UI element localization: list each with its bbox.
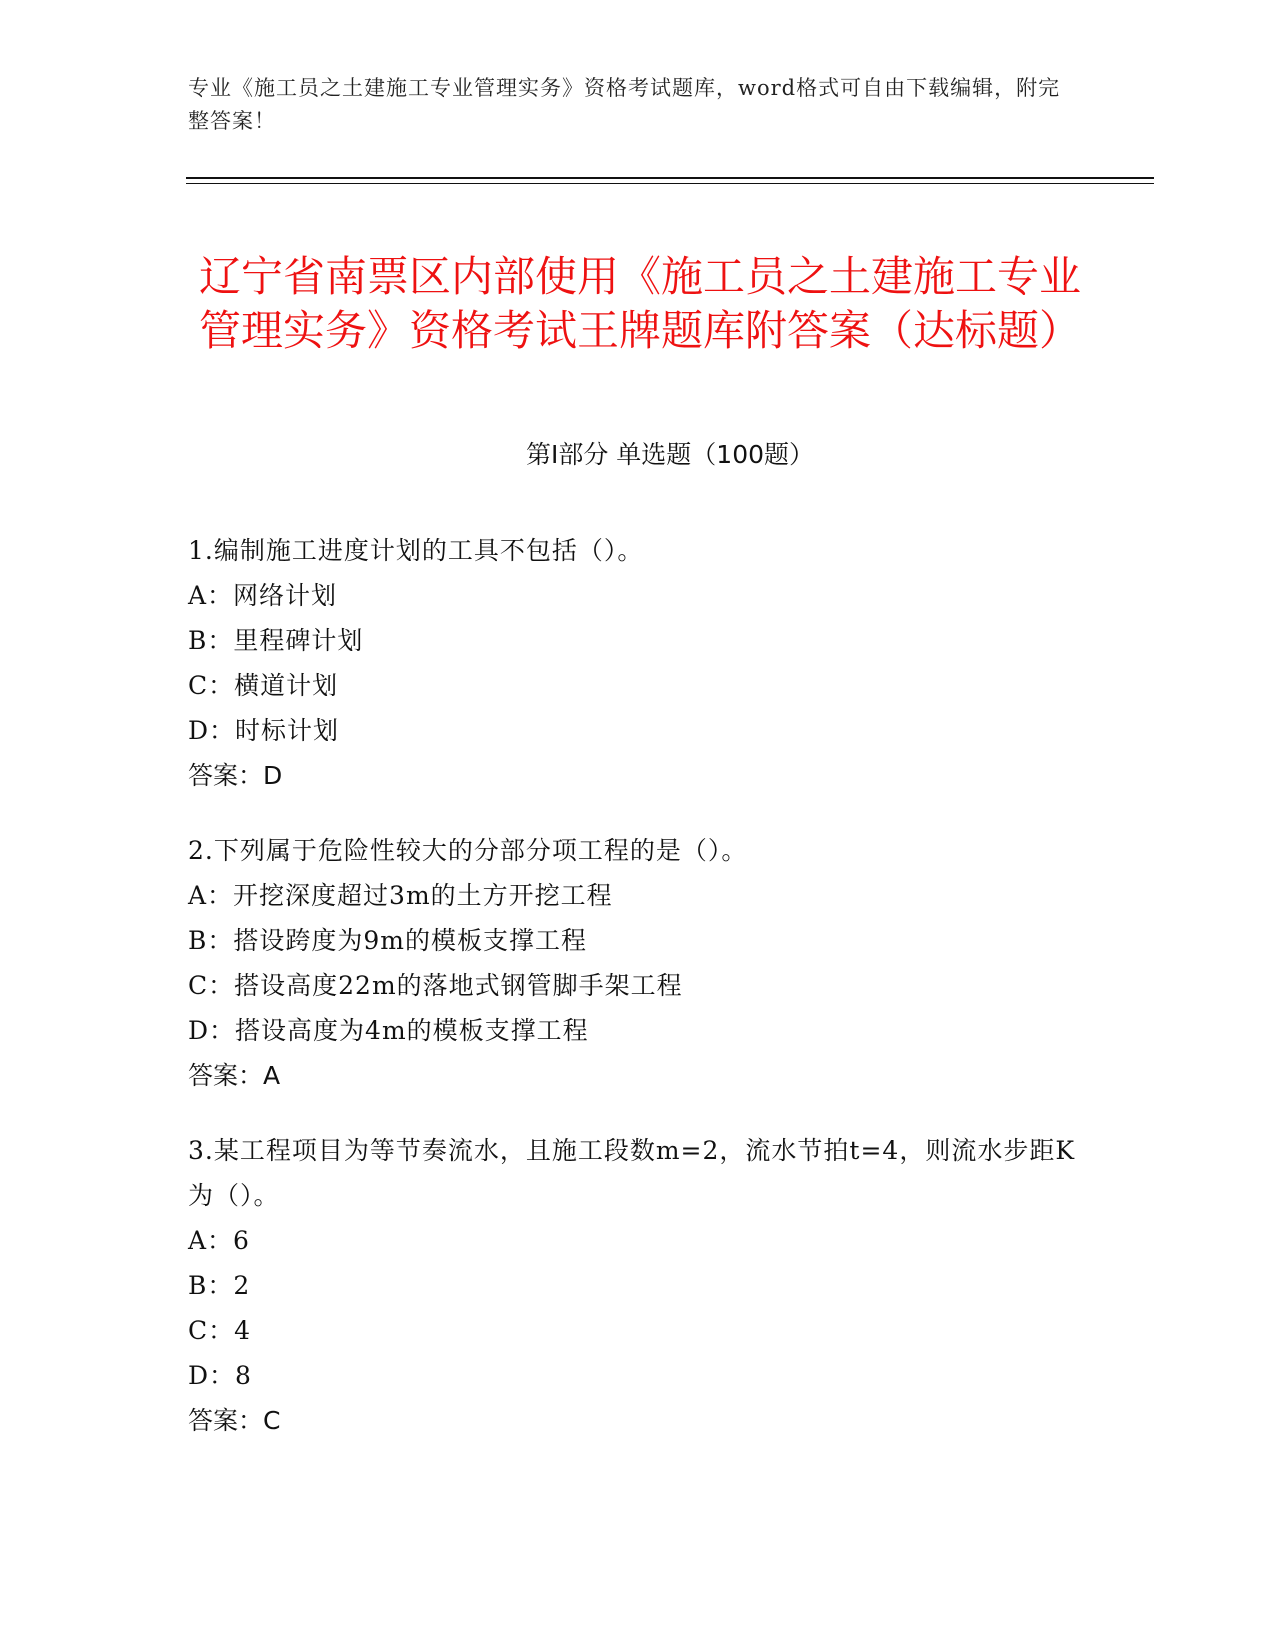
option-a: A：开挖深度超过3m的土方开挖工程: [188, 881, 613, 910]
question-stem: 2.下列属于危险性较大的分部分项工程的是（）。: [188, 836, 748, 865]
question-2: [188, 828, 1088, 1098]
option-a: A：6: [188, 1226, 250, 1255]
option-d: D：搭设高度为4m的模板支撑工程: [188, 1016, 589, 1045]
question-3: [188, 1128, 1088, 1443]
section-title: 第Ⅰ部分 单选题（100题）: [525, 440, 815, 469]
answer-label: 答案：: [188, 1406, 264, 1435]
question-1: [188, 528, 1088, 798]
question-list: [188, 528, 1088, 1473]
answer-value: C: [263, 1406, 281, 1435]
answer-line: [188, 1053, 1088, 1098]
option-d: D：8: [188, 1361, 252, 1390]
header-divider-thin: [186, 183, 1154, 184]
answer-label: 答案：: [188, 761, 264, 790]
header-divider-thick: [186, 177, 1154, 179]
option-c: C：搭设高度22m的落地式钢管脚手架工程: [188, 971, 683, 1000]
document-title: 辽宁省南票区内部使用《施工员之土建施工专业管理实务》资格考试王牌题库附答案（达标题）: [198, 252, 1081, 356]
answer-line: [188, 1398, 1088, 1443]
option-c: C：4: [188, 1316, 252, 1345]
answer-value: D: [263, 761, 283, 790]
answer-label: 答案：: [188, 1061, 264, 1090]
option-b: B：里程碑计划: [188, 626, 364, 655]
question-stem: 1.编制施工进度计划的工具不包括（）。: [188, 536, 644, 565]
answer-line: [188, 753, 1088, 798]
option-b: B：搭设跨度为9m的模板支撑工程: [188, 926, 587, 955]
option-d: D：时标计划: [188, 716, 340, 745]
answer-value: A: [263, 1061, 281, 1090]
option-a: A：网络计划: [188, 581, 338, 610]
question-stem: 3.某工程项目为等节奏流水，且施工段数m=2，流水节拍t=4，则流水步距K为（）。: [188, 1136, 1075, 1210]
header-note: 专业《施工员之土建施工专业管理实务》资格考试题库，word格式可自由下载编辑，附完整答案！: [188, 76, 1061, 133]
option-c: C：横道计划: [188, 671, 339, 700]
option-b: B：2: [188, 1271, 251, 1300]
